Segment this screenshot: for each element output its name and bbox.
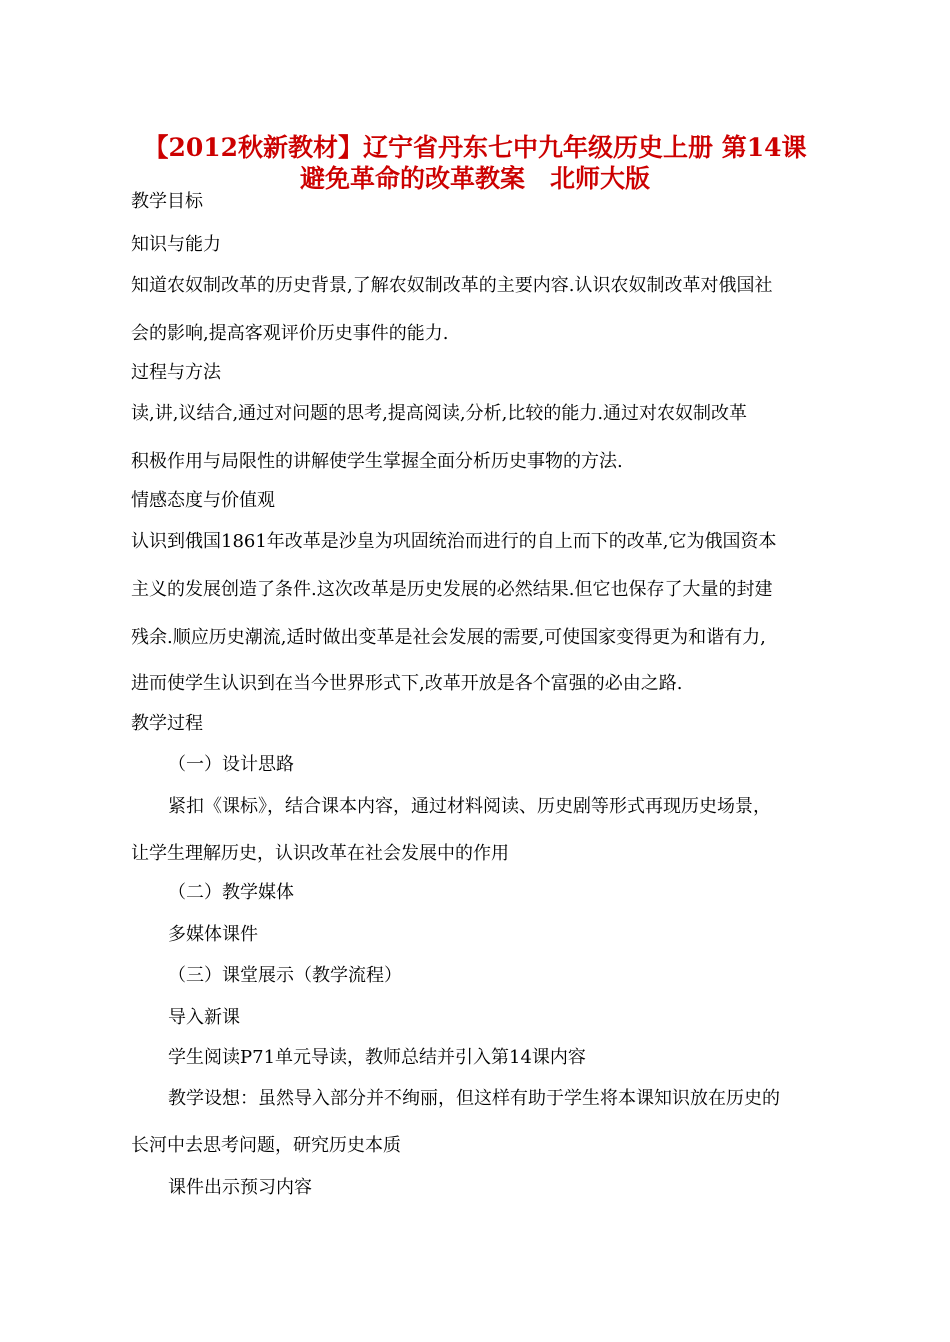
paragraph-line: 学生阅读P71单元导读，教师总结并引入第14课内容 xyxy=(168,1047,586,1068)
paragraph-line: 教学设想：虽然导入部分并不绚丽，但这样有助于学生将本课知识放在历史的 xyxy=(168,1088,780,1109)
paragraph-line: 进而使学生认识到在当今世界形式下,改革开放是各个富强的必由之路. xyxy=(131,673,683,694)
paragraph-line: 长河中去思考问题，研究历史本质 xyxy=(131,1135,401,1156)
paragraph-line: 知道农奴制改革的历史背景,了解农奴制改革的主要内容.认识农奴制改革对俄国社 xyxy=(131,275,773,296)
heading-teaching-goals: 教学目标 xyxy=(131,191,203,212)
section-design-idea: （一）设计思路 xyxy=(168,754,294,775)
paragraph-line: 主义的发展创造了条件.这次改革是历史发展的必然结果.但它也保存了大量的封建 xyxy=(131,579,773,600)
section-teaching-media: （二）教学媒体 xyxy=(168,882,294,903)
heading-emotion-values: 情感态度与价值观 xyxy=(131,490,275,511)
paragraph-line: 紧扣《课标》，结合课本内容，通过材料阅读、历史剧等形式再现历史场景， xyxy=(168,796,771,817)
paragraph-line: 残余.顺应历史潮流,适时做出变革是社会发展的需要,可使国家变得更为和谐有力, xyxy=(131,627,766,648)
heading-teaching-process: 教学过程 xyxy=(131,713,203,734)
document-title-line-2: 避免革命的改革教案 北师大版 xyxy=(299,164,650,193)
paragraph-line: 会的影响,提高客观评价历史事件的能力. xyxy=(131,323,449,344)
paragraph-line: 课件出示预习内容 xyxy=(168,1177,312,1198)
subheading-new-lesson: 导入新课 xyxy=(168,1007,240,1028)
paragraph-line: 多媒体课件 xyxy=(168,924,258,945)
section-classroom-display: （三）课堂展示（教学流程） xyxy=(168,965,402,986)
paragraph-line: 认识到俄国1861年改革是沙皇为巩固统治而进行的自上而下的改革,它为俄国资本 xyxy=(131,531,777,552)
heading-process-method: 过程与方法 xyxy=(131,362,221,383)
heading-knowledge-ability: 知识与能力 xyxy=(131,234,221,255)
document-title-line-1: 【2012秋新教材】辽宁省丹东七中九年级历史上册 第14课 xyxy=(143,133,807,162)
paragraph-line: 让学生理解历史，认识改革在社会发展中的作用 xyxy=(131,843,509,864)
paragraph-line: 读,讲,议结合,通过对问题的思考,提高阅读,分析,比较的能力.通过对农奴制改革 xyxy=(131,403,748,424)
paragraph-line: 积极作用与局限性的讲解使学生掌握全面分析历史事物的方法. xyxy=(131,451,623,472)
